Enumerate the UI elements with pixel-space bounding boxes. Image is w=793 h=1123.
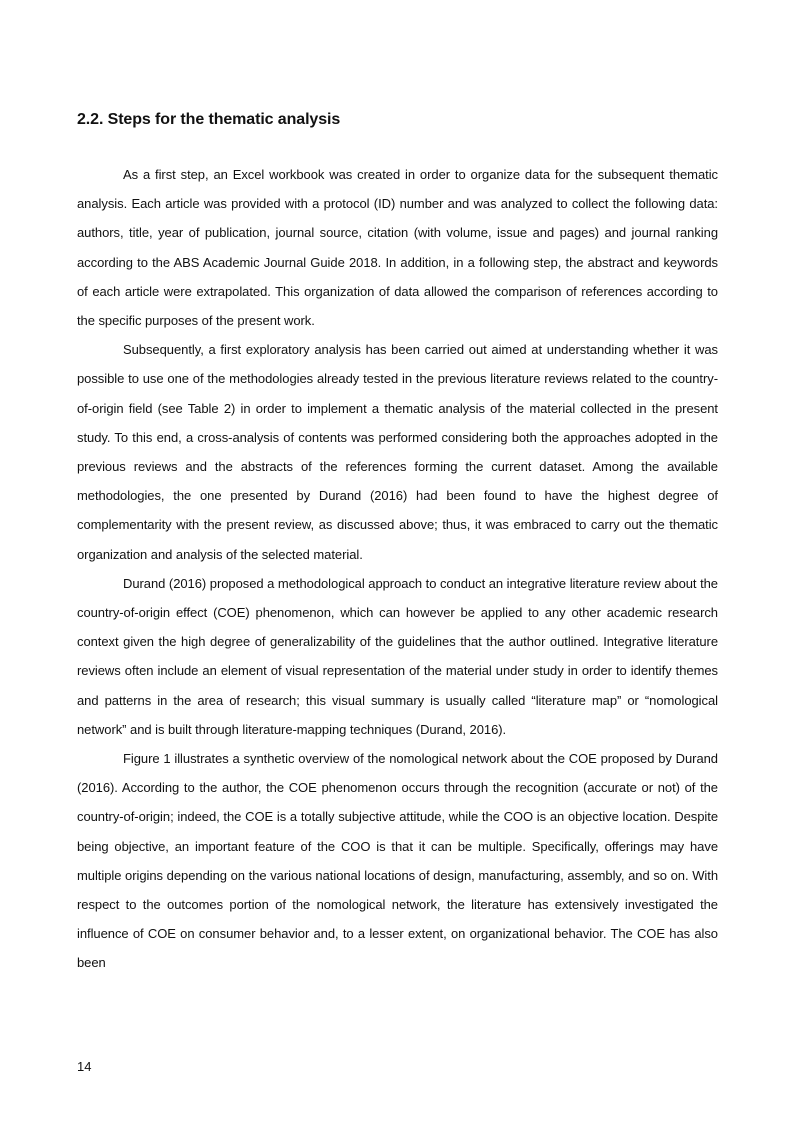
paragraph: Subsequently, a first exploratory analysis has been carried out aimed at understanding whether it was possible to use one of the methodologies already tested in the previous literature reviews related to the country-of-origin field (see Table 2) in order to implement a thematic analysis of the material collected in the present study. To this end, a cross-analysis of contents was performed considering both the approaches adopted in the previous reviews and the abstracts of the references forming the current dataset. Among the available methodologies, the one presented by Durand (2016) had been found to have the highest degree of complementarity with the present review, as discussed above; thus, it was embraced to carry out the thematic organization and analysis of the selected material. bbox=[77, 342, 718, 562]
body-text bbox=[77, 160, 718, 978]
section-heading: 2.2. Steps for the thematic analysis bbox=[77, 111, 341, 129]
page-number: 14 bbox=[77, 1059, 92, 1074]
paragraph: Figure 1 illustrates a synthetic overview of the nomological network about the COE proposed by Durand (2016). According to the author, the COE phenomenon occurs through the recognition (accurate or not) of the country-of-origin; indeed, the COE is a totally subjective attitude, while the COO is an objective location. Despite being objective, an important feature of the COO is that it can be multiple. Specifically, offerings may have multiple origins depending on the various national locations of design, manufacturing, assembly, and so on. With respect to the outcomes portion of the nomological network, the literature has extensively investigated the influence of COE on consumer behavior and, to a lesser extent, on organizational behavior. The COE has also been bbox=[77, 751, 718, 971]
paragraph: As a first step, an Excel workbook was created in order to organize data for the subsequent thematic analysis. Each article was provided with a protocol (ID) number and was analyzed to collect the following data: authors, title, year of publication, journal source, citation (with volume, issue and pages) and journal ranking according to the ABS Academic Journal Guide 2018. In addition, in a following step, the abstract and keywords of each article were extrapolated. This organization of data allowed the comparison of references according to the specific purposes of the present work. bbox=[77, 167, 718, 329]
paragraph: Durand (2016) proposed a methodological approach to conduct an integrative literature review about the country-of-origin effect (COE) phenomenon, which can however be applied to any other academic research context given the high degree of generalizability of the guidelines that the author outlined. Integrative literature reviews often include an element of visual representation of the material under study in order to identify themes and patterns in the area of research; this visual summary is usually called “literature map” or “nomological network” and is built through literature-mapping techniques (Durand, 2016). bbox=[77, 575, 718, 737]
